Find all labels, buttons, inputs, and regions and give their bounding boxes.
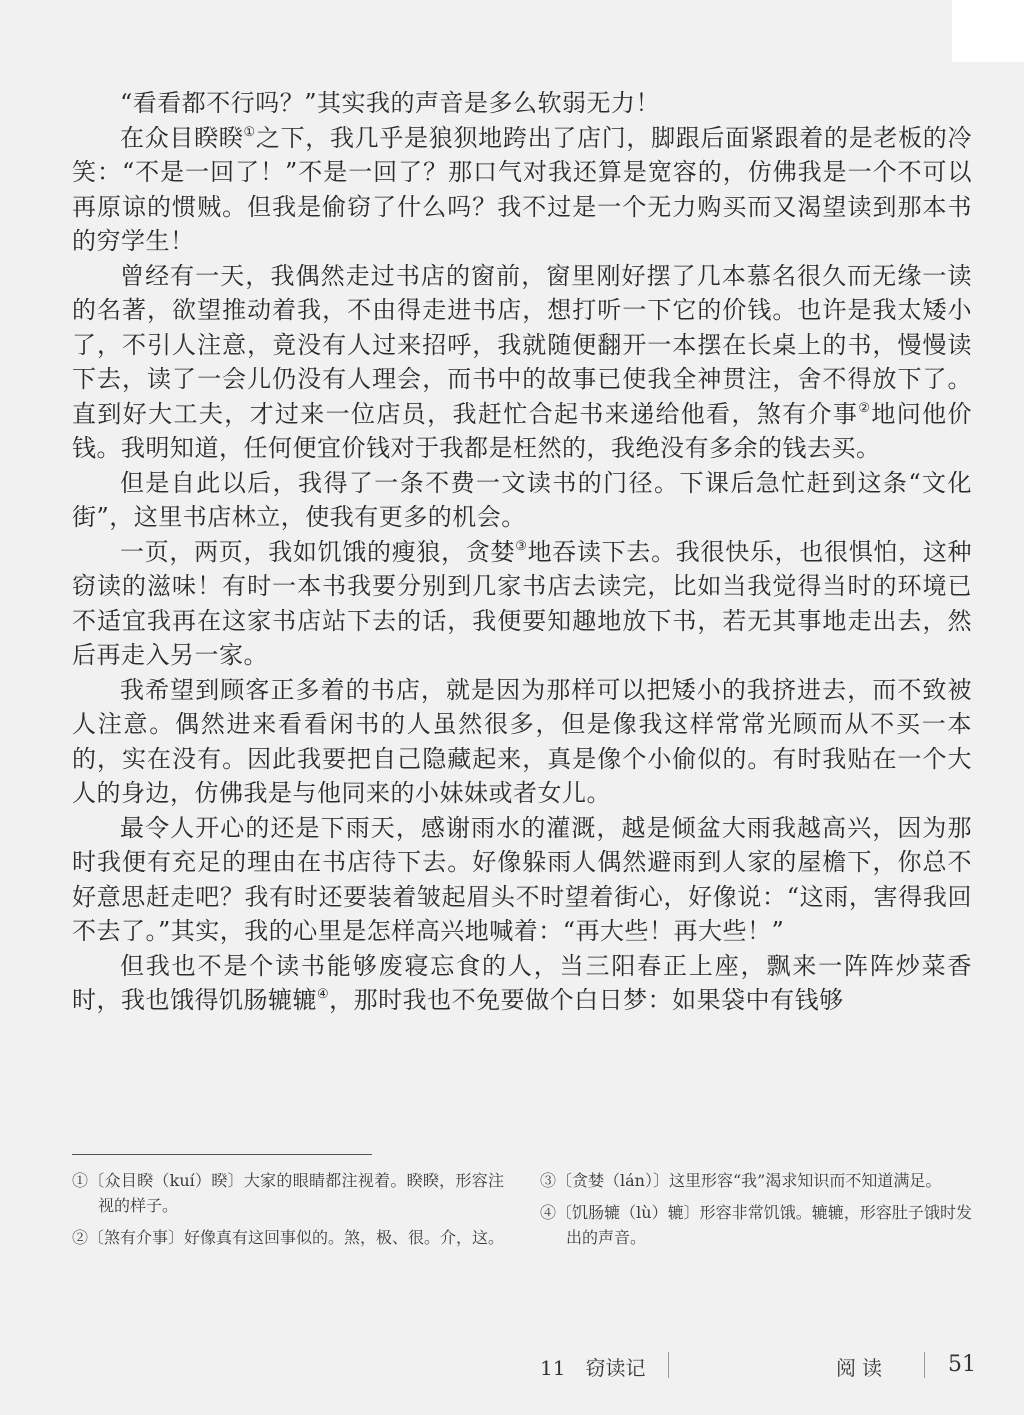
paragraph-8 <box>72 949 972 1018</box>
paragraph-3 <box>72 259 972 466</box>
footnote-ref-4: ④ <box>317 987 330 1002</box>
footnote-ref-1: ① <box>243 124 256 140</box>
footnote-2: ②〔煞有介事〕好像真有这回事似的。煞，极、很。介，这。 <box>72 1228 505 1247</box>
paragraph-5 <box>72 535 972 673</box>
paragraph-2-rest: 之下，我几乎是狼狈地跨出了店门，脚跟后面紧跟着的是老板的冷笑：“不是一回了！”不是一回了？那口气对我还算是宽容的，仿佛我是一个不可以再原谅的惯贼。但我是偷窃了什么吗？我不过是一个无力购买而又渴望读到那本书的穷学生！ <box>72 123 973 255</box>
paragraph-1: “看看都不行吗？”其实我的声音是多么软弱无力！ <box>120 89 661 117</box>
footnotes-left-column <box>72 1168 504 1257</box>
footnote-ref-3: ③ <box>515 538 528 554</box>
paragraph-7: 最令人开心的还是下雨天，感谢雨水的灌溉，越是倾盆大雨我越高兴，因为那时我便有充足的理由在书店待下去。好像躲雨人偶然避雨到人家的屋檐下，你总不好意思赶走吧？我有时还要装着皱起眉头不时望着街心，好像说：“这雨，害得我回不去了。”其实，我的心里是怎样高兴地喊着：“再大些！再大些！” <box>72 813 972 945</box>
paragraph-3-rest: 地问他价钱。我明知道，任何便宜价钱对于我都是枉然的，我绝没有多余的钱去买。 <box>72 399 973 462</box>
paragraph-8-rest: ，那时我也不免要做个白日梦：如果袋中有钱够 <box>329 986 844 1014</box>
scan-corner <box>952 0 1024 62</box>
paragraph-2 <box>72 121 972 259</box>
paragraph-4: 但是自此以后，我得了一条不费一文读书的门径。下课后急忙赶到这条“文化街”，这里书店林立，使我有更多的机会。 <box>72 468 972 531</box>
paragraph-5-rest: 地吞读下去。我很快乐，也很惧怕，这种窃读的滋味！有时一本书我要分别到几家书店去读完，比如当我觉得当时的环境已不适宜我再在这家书店站下去的话，我便要知趣地放下书，若无其事地走出去，然后再走入另一家。 <box>72 537 973 669</box>
paragraph-8-start: 但我也不是个读书能够废寝忘食的人，当三阳春正上座，飘来一阵阵炒菜香时，我也饿得饥肠辘辘 <box>72 951 972 1014</box>
footnote-ref-2: ② <box>858 400 872 416</box>
footer-divider <box>924 1352 925 1378</box>
footnote-1: ①〔众目睽（kuí）睽〕大家的眼睛都注视着。睽睽，形容注视的样子。 <box>72 1171 504 1215</box>
paragraph-2-start: 在众目睽睽 <box>120 123 244 152</box>
footnote-4: ④〔饥肠辘（lù）辘〕形容非常饥饿。辘辘，形容肚子饿时发出的声音。 <box>540 1203 972 1247</box>
chapter-title: 11 窃读记 <box>540 1356 646 1380</box>
footer-divider <box>668 1352 669 1378</box>
paragraph-5-start: 一页，两页，我如饥饿的瘦狼，贪婪 <box>120 537 516 566</box>
footnotes-right-column <box>540 1168 972 1257</box>
footnote-divider <box>72 1154 372 1155</box>
footnote-3: ③〔贪婪（lán）〕这里形容“我”渴求知识而不知道满足。 <box>540 1171 942 1190</box>
page-number: 51 <box>948 1352 976 1377</box>
paragraph-3-start: 曾经有一天，我偶然走过书店的窗前，窗里刚好摆了几本慕名很久而无缘一读的名著，欲望推动着我，不由得走进书店，想打听一下它的价钱。也许是我太矮小了，不引人注意，竟没有人过来招呼，我就随便翻开一本摆在长桌上的书，慢慢读下去，读了一会儿仍没有人理会，而书中的故事已使我全神贯注，舍不得放下了。直到好大工夫，才过来一位店员，我赶忙合起书来递给他看， <box>72 261 972 428</box>
section-label: 阅读 <box>836 1356 888 1380</box>
article-body <box>72 86 972 1018</box>
paragraph-3-cont: 煞有介事 <box>756 399 859 428</box>
paragraph-6: 我希望到顾客正多着的书店，就是因为那样可以把矮小的我挤进去，而不致被人注意。偶然进来看看闲书的人虽然很多，但是像我这样常常光顾而从不买一本的，实在没有。因此我要把自己隐藏起来，真是像个小偷似的。有时我贴在一个大人的身边，仿佛我是与他同来的小妹妹或者女儿。 <box>72 675 972 807</box>
